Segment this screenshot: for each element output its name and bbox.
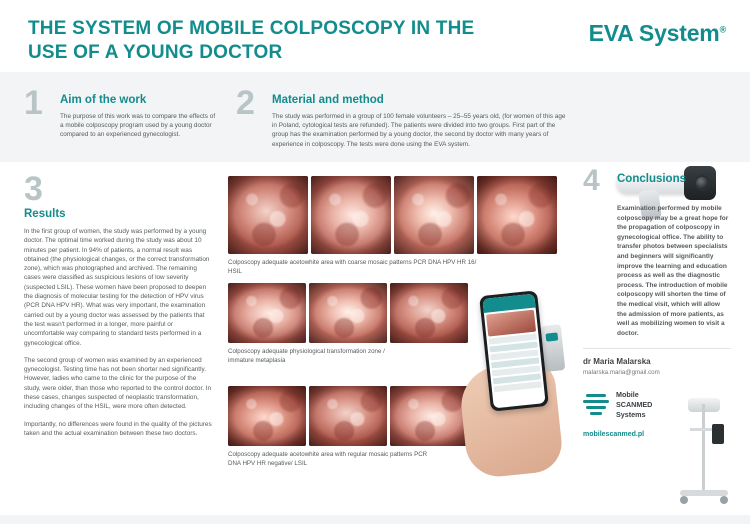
section-results xyxy=(24,172,214,446)
section-title-results: Results xyxy=(24,208,66,220)
colposcopy-image-8 xyxy=(228,386,306,446)
phone-screen xyxy=(482,294,545,409)
section-number-2: 2 xyxy=(236,84,255,122)
results-paragraph-2: The second group of women was examined by an experienced gynecologist. Testing time has not been shorter ned significantly. However, ladies who came to the clinic for the purpose of the study, were older, than those who reported to the control doctor. In these cases, changes suspected of neoplastic transformation, including changes of the HSIL, were more often detected. xyxy=(24,356,212,411)
colposcopy-image-6 xyxy=(309,283,387,343)
section-number-1: 1 xyxy=(24,84,43,122)
figure-row-2 xyxy=(228,283,468,365)
phone-in-hand-photo xyxy=(455,285,575,485)
figure-row-1-images xyxy=(228,176,557,254)
section-body-aim: The purpose of this work was to compare the effects of a mobile colposcopy program used by a young doctor compared to an experienced gynecologist. xyxy=(60,113,216,139)
section-aim xyxy=(24,72,224,162)
section-title-material: Material and method xyxy=(272,94,384,106)
stand-phone xyxy=(712,424,724,444)
results-paragraph-3: Importantly, no differences were found in the quality of the pictures taken and the actual examination between these two doctors. xyxy=(24,420,212,437)
figure-caption-3: Colposcopy adequate acetowhite area with regular mosaic patterns PCR DNA HPV HR negative/ LSIL xyxy=(228,451,428,467)
stand-base xyxy=(680,490,728,496)
section-body-material: The study was performed in a group of 100 female volunteers – 25–55 years old, (for women of this age in Poland, cytological tests are refunded). The patients were divided into two groups. First part of the group has the examination performed by a young doctor, the second by doctor with many years of experience in colposcopy. The tests were done using the EVA system. xyxy=(272,113,566,148)
brand-logo xyxy=(589,20,726,47)
app-preview-image xyxy=(486,310,536,337)
conclusions-header xyxy=(583,164,731,202)
page-title: THE SYSTEM OF MOBILE COLPOSCOPY IN THE USE OF A YOUNG DOCTOR xyxy=(28,18,475,63)
company-name xyxy=(616,390,652,419)
figure-caption-1: Colposcopy adequate acetowhite area with coarse mosaic patterns PCR DNA HPV HR 16/ HSIL xyxy=(228,259,477,275)
colposcopy-image-2 xyxy=(311,176,391,254)
stand-wheel xyxy=(720,496,728,504)
footer-bar xyxy=(0,515,750,524)
mobile-stand-photo xyxy=(672,398,736,516)
smartphone xyxy=(479,290,549,411)
poster-header xyxy=(0,0,750,72)
brand-registered-mark: ® xyxy=(719,24,726,35)
intro-band xyxy=(0,72,750,162)
section-number-3: 3 xyxy=(24,170,43,208)
colposcopy-image-9 xyxy=(309,386,387,446)
figure-row-1 xyxy=(228,176,557,276)
section-material-method xyxy=(236,72,566,162)
colposcopy-image-3 xyxy=(394,176,474,254)
figure-row-2-images xyxy=(228,283,468,343)
figure-caption-2: Colposcopy adequate physiological transformation zone / immature metaplasia xyxy=(228,348,385,364)
scanmed-logo-icon xyxy=(583,390,609,416)
stand-wheel xyxy=(680,496,688,504)
colposcopy-image-1 xyxy=(228,176,308,254)
section-body-conclusions: Examination performed by mobile colposcopy may be a great hope for the propagation of colposcopy in gynecological office. The ability to transfer photos between specialists and beginners will significantly improve the learning and education process as well as the diagnostic process. The introduction of mobile colposcopy will shorten the time of the medical visit, which will allow the admission of more patients, as well as mobilizing women to visit a doctor. xyxy=(617,205,729,337)
figure-row-3-images xyxy=(228,386,468,446)
colposcopy-image-5 xyxy=(228,283,306,343)
company-url[interactable]: mobilescanmed.pl xyxy=(583,431,645,439)
figure-row-3 xyxy=(228,386,468,468)
results-paragraph-1: In the first group of women, the study was performed by a young doctor. The optimal time worked during the study was about 10 minutes per patient. In 94% of patients, a normal result was obtained (the physiological changes, or the correct transformation zone), which was photographed and archived. The remaining cases were classified as suspicious lesions of low severity (suspected LSIL). These women have been proposed to deepen the diagnosis of molecular testing for the detection of HPV virus (PCR DNA HPV HR). What was very important, the examination carried out by a young doctor was assessed by the patients that the test wasn't performed in a longer, more painful or uncomfortable way comparing to standard tests performed in a gynecological office. xyxy=(24,228,210,347)
colposcopy-image-4 xyxy=(477,176,557,254)
app-content xyxy=(484,308,544,397)
stand-pole xyxy=(702,404,705,490)
company-name-line3: Systems xyxy=(616,409,646,419)
divider xyxy=(583,348,731,349)
section-title-aim: Aim of the work xyxy=(60,94,147,106)
author-name: dr Maria Malarska xyxy=(583,357,651,367)
dongle-button-icon xyxy=(545,332,558,341)
section-title-conclusions: Conclusions xyxy=(617,173,687,185)
company-name-line1: Mobile xyxy=(616,390,639,400)
section-number-4: 4 xyxy=(583,164,600,197)
brand-name: EVA System xyxy=(588,20,720,46)
company-name-line2: SCANMED xyxy=(616,399,653,409)
author-email[interactable]: malarska.maria@gmail.com xyxy=(583,369,660,377)
